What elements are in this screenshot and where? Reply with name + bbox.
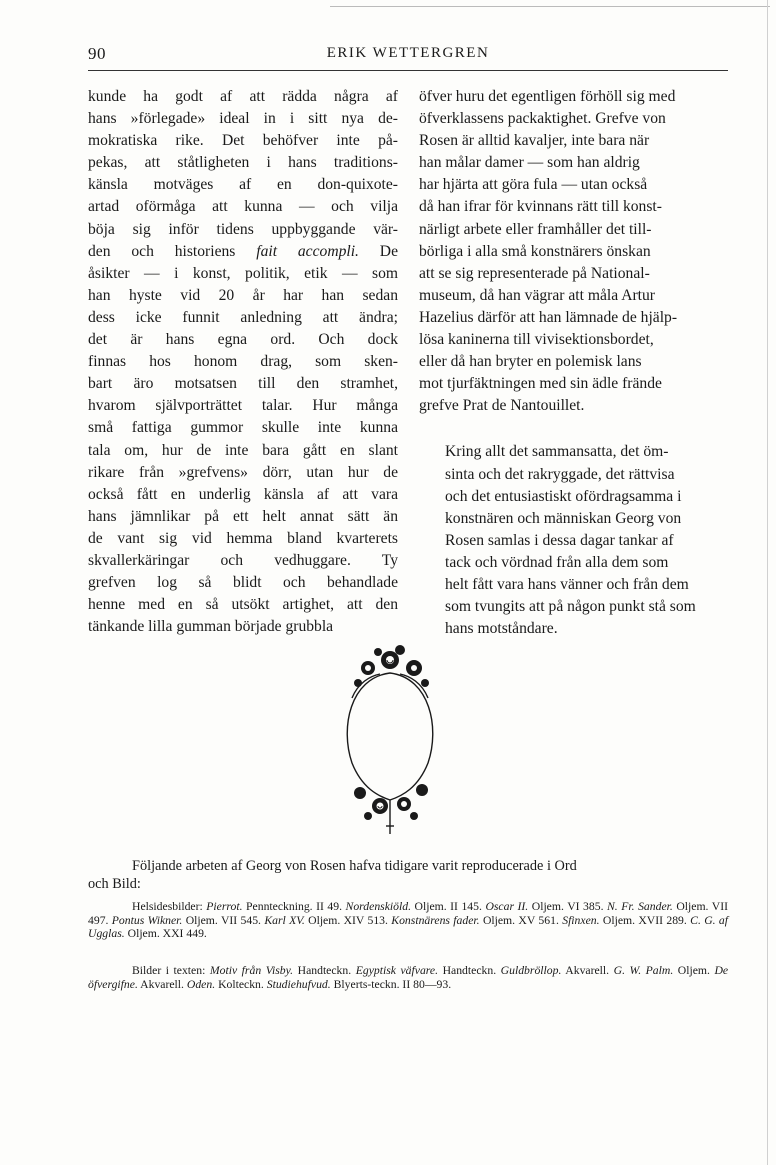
text-line: öfverklassens packaktighet. Grefve von (419, 110, 666, 128)
text-line: åsikter — i konst, politik, etik — som (88, 264, 398, 282)
text-line: hans motståndare. (445, 620, 558, 638)
body-paragraph (88, 86, 398, 638)
text-line: också fått en underlig känsla af att vara (88, 485, 398, 503)
text-line: han hyste vid 20 år har han sedan (88, 286, 398, 304)
text-line: artad oförmåga att kunna — och vilja (88, 198, 398, 216)
text-line: hans »förlegade» ideal in i sitt nya de- (88, 110, 398, 128)
reference-desc: Oljem. VI 385. (531, 900, 604, 913)
reference-title: Guldbröllop. (500, 964, 562, 977)
text-line: den och historiens fait accompli. De (88, 242, 398, 260)
body-paragraph (419, 86, 729, 417)
text-line: tack och vördnad från alla dem som (445, 553, 669, 571)
reference-desc: Kolteckn. (218, 977, 264, 991)
reference-desc: Oljem. XXI 449. (127, 927, 207, 941)
right-column (419, 86, 729, 640)
text-line: mokratiska rike. Det behöfver inte på- (88, 132, 398, 150)
text-line: då han ifrar för kvinnans rätt till konst- (419, 198, 662, 216)
text-line: mot tjurfäktningen med sin ädle frände (419, 375, 662, 393)
reference-list-helsidesbilder (88, 900, 728, 941)
text-line: pekas, att ståtligheten i hans traditions- (88, 154, 398, 172)
reference-lead: Helsidesbilder: (132, 900, 203, 913)
reference-desc: Oljem. II 145. (414, 900, 482, 913)
text-line: eller då han bryter en polemisk lans (419, 353, 642, 371)
running-header (88, 44, 728, 71)
reference-desc: Oljem. XIV 513. (308, 913, 388, 927)
reference-title: Nordenskiöld. (345, 900, 411, 913)
text-line: böja sig inför tidens uppbyggande vär- (88, 220, 398, 238)
text-line: känsla motväges af en don-quixote- (88, 176, 398, 194)
footnote-line: Följande arbeten af Georg von Rosen hafva tidigare varit reproducerade i Ord (132, 858, 577, 874)
reference-desc: Oljem. XVII 289. (602, 913, 687, 927)
text-line: konstnären och människan Georg von (445, 509, 682, 527)
reference-desc: Oljem. (677, 964, 710, 977)
reference-desc: Oljem. VII 545. (185, 913, 261, 927)
text-line: lösa kaninerna till vivisektionsbordet, (419, 331, 654, 349)
scan-edge-line (330, 6, 770, 7)
reference-title: Pierrot. (206, 900, 243, 913)
text-line: grefven log så blidt och behandlade (88, 574, 398, 592)
reference-title: Konstnärens fader. (391, 913, 480, 927)
reference-desc: Handteckn. (442, 964, 497, 977)
left-column (88, 86, 398, 638)
reference-desc: Blyerts-teckn. II 80—93. (333, 977, 452, 991)
text-line: museum, då han vägrar att måla Artur (419, 286, 655, 304)
text-line: börliga i alla små konstnärers önskan (419, 242, 651, 260)
text-line: små fattiga gummor skulle inte kunna (88, 419, 398, 437)
footnote (88, 858, 728, 893)
reference-lead: Bilder i texten: (132, 964, 206, 977)
text-line: Rosen samlas i dessa dagar tankar af (445, 531, 674, 549)
scan-edge-line (767, 0, 768, 1165)
text-line: hans jämnlikar på ett helt annat sätt än (88, 507, 398, 525)
text-line: och det entusiastiskt ofördragsamma i (445, 487, 682, 505)
text-line: henne med en så utsökt artighet, att den (88, 596, 398, 614)
text-line: finnas hos honom drag, som sken- (88, 353, 398, 371)
text-line: kunde ha godt af att rädda några af (88, 88, 398, 105)
text-line: han målar damer — som han aldrig (419, 154, 640, 172)
text-line: hvarom självporträttet talar. Hur många (88, 397, 398, 415)
text-line: tala om, hur de inte bara gått en slant (88, 441, 398, 459)
reference-title: De öfvergifne. (88, 964, 729, 991)
text-line: som tvungits att på någon punkt stå som (445, 598, 696, 616)
reference-title: Studiehufvud. (266, 977, 331, 991)
reference-title: Egyptisk väfvare. (355, 964, 439, 977)
reference-title: Sfinxen. (562, 913, 600, 927)
text-line: öfver huru det egentligen förhöll sig med (419, 88, 676, 105)
reference-title: G. W. Palm. (613, 964, 674, 977)
reference-desc: Oljem. XV 561. (482, 913, 559, 927)
reference-desc: Akvarell. (140, 977, 184, 991)
text-line: skvallerkäringar och vedhuggare. Ty (88, 551, 398, 569)
reference-desc: Oljem. VII 497. (88, 900, 728, 927)
text-line: närligt arbete eller framhåller det till- (419, 220, 652, 238)
footnote-line: och Bild: (88, 875, 141, 892)
text-line: har hjärta att göra fula — utan också (419, 176, 648, 194)
reference-title: Oscar II. (485, 900, 529, 913)
reference-title: Motiv från Visby. (209, 964, 294, 977)
reference-desc: Pennteckning. II 49. (246, 900, 343, 913)
text-line: att se sig representerade på National- (419, 264, 650, 282)
text-line: tänkande lilla gumman började grubbla (88, 618, 334, 636)
reference-title: Pontus Wikner. (111, 913, 183, 927)
text-line: helt fått vara hans vänner och från dem (445, 575, 689, 593)
text-line: grefve Prat de Nantouillet. (419, 397, 585, 415)
reference-title: N. Fr. Sander. (607, 900, 673, 913)
reference-title: C. G. af Ugglas. (88, 913, 729, 941)
body-paragraph (419, 441, 729, 640)
text-line: Rosen är alltid kavaljer, inte bara när (419, 132, 650, 150)
reference-title: Karl XV. (264, 913, 305, 927)
running-title: ERIK WETTERGREN (326, 45, 490, 61)
reference-desc: Handteckn. (297, 964, 352, 977)
text-line: Hazelius därför att han lämnade de hjälp- (419, 308, 678, 326)
text-line: de vant sig vid hemma bland kvarterets (88, 529, 398, 547)
text-line: dess icke funnit anledning att ändra; (88, 308, 398, 326)
reference-title: Oden. (186, 977, 216, 991)
reference-desc: Akvarell. (565, 964, 610, 977)
text-line: Kring allt det sammansatta, det öm- (445, 443, 669, 461)
page-number: 90 (88, 44, 106, 63)
text-line: rikare från »grefvens» dörr, utan hur de (88, 463, 398, 481)
reference-list-bilder-i-texten (88, 964, 728, 991)
rose-wreath-ornament-icon (330, 638, 450, 838)
text-line: sinta och det rakryggade, det rättvisa (445, 465, 675, 483)
text-line: bart äro motsatsen till den stramhet, (88, 375, 398, 393)
text-line: det är hans egna ord. Och dock (88, 331, 398, 349)
